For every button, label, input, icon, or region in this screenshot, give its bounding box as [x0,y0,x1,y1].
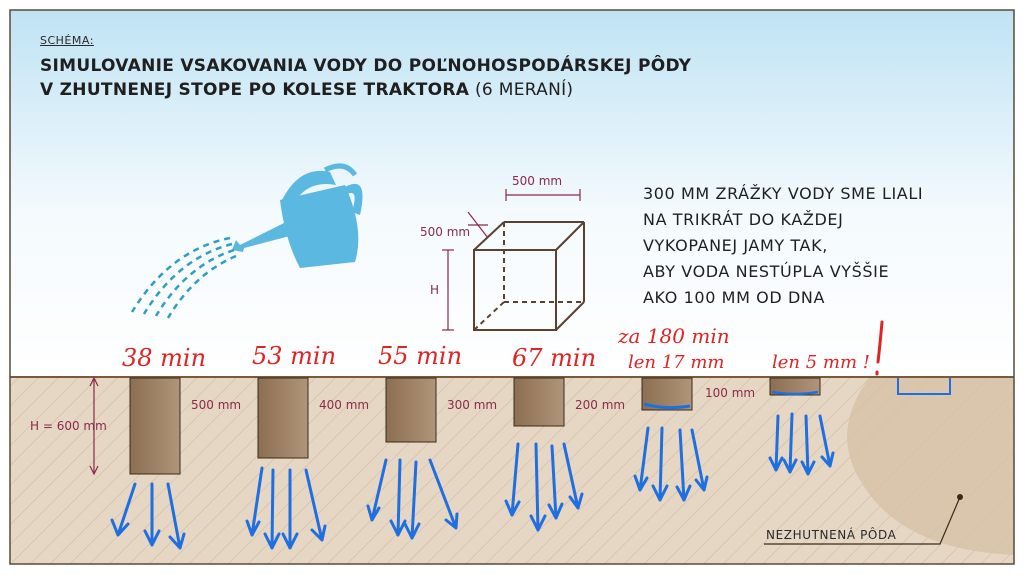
note-line-1: 300 MM ZRÁŽKY VODY SME LIALI [643,184,924,203]
title-line-2-rest: (6 MERANÍ) [469,80,574,100]
pit-2-time: 53 min [252,342,337,370]
schema-label: SCHÉMA: [40,34,94,47]
pit-5-time-line2: len 17 mm [628,352,725,373]
pit-1-time: 38 min [122,344,207,372]
cube-height-label: H [430,283,440,297]
pit-3-depth-label: 300 mm [447,398,498,412]
pit-1-depth-label: 500 mm [191,398,242,412]
note-line-5: AKO 100 MM OD DNA [643,288,825,307]
pit-3-time: 55 min [378,342,463,370]
cube-left-label: 500 mm [420,225,471,239]
note-line-4: ABY VODA NESTÚPLA VYŠŠIE [643,262,890,281]
uncompacted-soil-label: NEZHUTNENÁ PÔDA [766,528,897,542]
note-line-3: VYKOPANEJ JAMY TAK, [643,236,828,255]
pit-2 [258,378,308,458]
pit-3 [386,378,436,442]
pit-4 [514,378,564,426]
pit-4-depth-label: 200 mm [575,398,626,412]
title-line-2-bold: V ZHUTNENEJ STOPE PO KOLESE TRAKTORA [40,80,470,100]
pit-5-depth-label: 100 mm [705,386,756,400]
pit-4-time: 67 min [512,344,597,372]
title-line-2 [40,80,573,100]
note-line-2: NA TRIKRÁT DO KAŽDEJ [643,210,844,229]
depth-label: H = 600 mm [30,419,107,433]
title-line-1: SIMULOVANIE VSAKOVANIA VODY DO POĽNOHOSPODÁRSKEJ PÔDY [40,56,692,76]
pit-6-time: len 5 mm ! [772,352,870,373]
cube-top-label: 500 mm [512,174,563,188]
pit-2-depth-label: 400 mm [319,398,370,412]
pit-5-time: za 180 min [618,324,730,348]
pit-1 [130,378,180,474]
